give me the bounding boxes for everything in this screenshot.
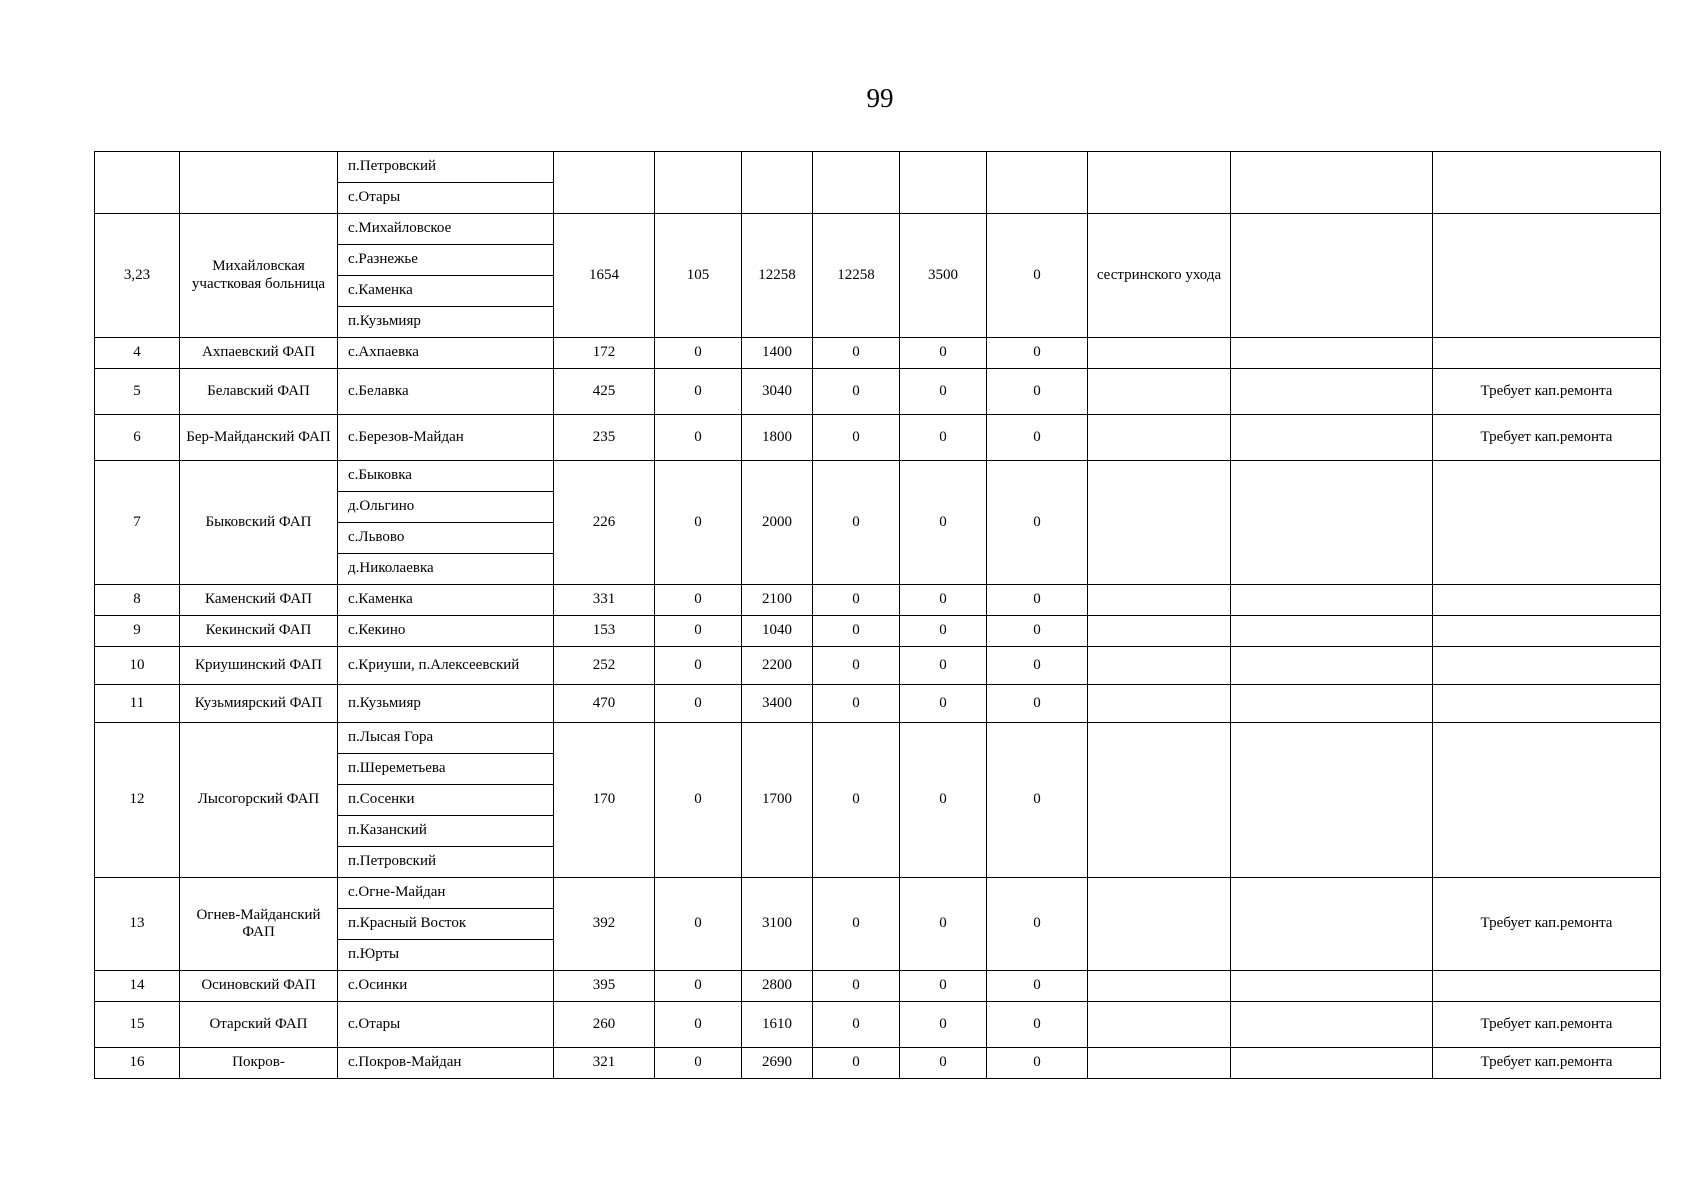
location-cell: д.Ольгино [338, 492, 554, 523]
note-cell [1433, 685, 1661, 723]
value-cell: 2800 [742, 971, 813, 1002]
value-cell: 0 [987, 585, 1088, 616]
value-cell: 260 [554, 1002, 655, 1048]
value-cell: 470 [554, 685, 655, 723]
table-row [95, 461, 1661, 492]
value-cell: 3500 [900, 214, 987, 338]
profile-cell [1088, 616, 1231, 647]
extra-cell [1231, 685, 1433, 723]
note-cell [1433, 338, 1661, 369]
value-cell [554, 152, 655, 214]
note-cell [1433, 647, 1661, 685]
value-cell: 0 [813, 685, 900, 723]
value-cell: 0 [655, 369, 742, 415]
value-cell: 252 [554, 647, 655, 685]
value-cell: 1400 [742, 338, 813, 369]
table-row [95, 214, 1661, 245]
value-cell: 2100 [742, 585, 813, 616]
facility-name: Белавский ФАП [180, 369, 338, 415]
extra-cell [1231, 723, 1433, 878]
value-cell: 1700 [742, 723, 813, 878]
profile-cell [1088, 461, 1231, 585]
facilities-table [94, 151, 1661, 1079]
facility-name [180, 152, 338, 214]
value-cell [813, 152, 900, 214]
location-cell: с.Михайловское [338, 214, 554, 245]
row-number: 11 [95, 685, 180, 723]
value-cell: 0 [900, 338, 987, 369]
value-cell: 0 [813, 461, 900, 585]
value-cell: 105 [655, 214, 742, 338]
extra-cell [1231, 415, 1433, 461]
facility-name: Каменский ФАП [180, 585, 338, 616]
value-cell: 425 [554, 369, 655, 415]
table-row [95, 647, 1661, 685]
value-cell: 0 [813, 647, 900, 685]
profile-cell [1088, 415, 1231, 461]
location-cell: д.Николаевка [338, 554, 554, 585]
row-number: 16 [95, 1048, 180, 1079]
table-row [95, 1048, 1661, 1079]
profile-cell [1088, 1002, 1231, 1048]
value-cell: 0 [655, 1002, 742, 1048]
location-cell: с.Кекино [338, 616, 554, 647]
location-cell: с.Разнежье [338, 245, 554, 276]
value-cell: 392 [554, 878, 655, 971]
value-cell: 3100 [742, 878, 813, 971]
row-number: 15 [95, 1002, 180, 1048]
extra-cell [1231, 1002, 1433, 1048]
value-cell: 226 [554, 461, 655, 585]
table-row [95, 1002, 1661, 1048]
facility-name: Отарский ФАП [180, 1002, 338, 1048]
value-cell: 3400 [742, 685, 813, 723]
note-cell [1433, 971, 1661, 1002]
value-cell: 0 [987, 415, 1088, 461]
location-cell: с.Каменка [338, 585, 554, 616]
location-cell: с.Львово [338, 523, 554, 554]
value-cell: 0 [900, 585, 987, 616]
value-cell: 0 [813, 338, 900, 369]
profile-cell [1088, 1048, 1231, 1079]
page-number: 99 [866, 83, 894, 113]
value-cell: 0 [655, 585, 742, 616]
value-cell: 0 [813, 1002, 900, 1048]
facility-name: Бер-Майданский ФАП [180, 415, 338, 461]
table-row [95, 878, 1661, 909]
profile-cell [1088, 585, 1231, 616]
value-cell: 0 [655, 338, 742, 369]
row-number: 5 [95, 369, 180, 415]
profile-cell [1088, 685, 1231, 723]
extra-cell [1231, 338, 1433, 369]
value-cell: 0 [987, 971, 1088, 1002]
value-cell: 0 [900, 1048, 987, 1079]
value-cell [900, 152, 987, 214]
value-cell: 0 [900, 723, 987, 878]
table-row [95, 616, 1661, 647]
value-cell: 0 [987, 685, 1088, 723]
row-number: 4 [95, 338, 180, 369]
value-cell: 0 [987, 616, 1088, 647]
value-cell: 0 [900, 415, 987, 461]
value-cell: 1800 [742, 415, 813, 461]
note-cell [1433, 461, 1661, 585]
table-row [95, 685, 1661, 723]
value-cell: 0 [813, 585, 900, 616]
value-cell [987, 152, 1088, 214]
note-cell [1433, 585, 1661, 616]
value-cell: 153 [554, 616, 655, 647]
row-number: 6 [95, 415, 180, 461]
row-number: 12 [95, 723, 180, 878]
value-cell: 2000 [742, 461, 813, 585]
value-cell: 0 [655, 878, 742, 971]
facility-name: Быковский ФАП [180, 461, 338, 585]
location-cell: с.Осинки [338, 971, 554, 1002]
note-cell: Требует кап.ремонта [1433, 415, 1661, 461]
location-cell: п.Кузьмияр [338, 307, 554, 338]
location-cell: п.Кузьмияр [338, 685, 554, 723]
value-cell: 395 [554, 971, 655, 1002]
note-cell [1433, 152, 1661, 214]
value-cell: 0 [987, 1048, 1088, 1079]
location-cell: п.Красный Восток [338, 909, 554, 940]
value-cell: 0 [813, 878, 900, 971]
value-cell: 0 [987, 1002, 1088, 1048]
value-cell: 0 [900, 878, 987, 971]
location-cell: с.Ахпаевка [338, 338, 554, 369]
value-cell: 0 [987, 723, 1088, 878]
location-cell: п.Казанский [338, 816, 554, 847]
location-cell: п.Шереметьева [338, 754, 554, 785]
note-cell: Требует кап.ремонта [1433, 878, 1661, 971]
value-cell [655, 152, 742, 214]
location-cell: с.Каменка [338, 276, 554, 307]
value-cell: 0 [987, 338, 1088, 369]
value-cell: 0 [900, 647, 987, 685]
value-cell: 172 [554, 338, 655, 369]
value-cell: 0 [655, 616, 742, 647]
row-number: 14 [95, 971, 180, 1002]
facility-name: Покров- [180, 1048, 338, 1079]
value-cell: 0 [813, 369, 900, 415]
value-cell: 0 [655, 461, 742, 585]
facility-name: Осиновский ФАП [180, 971, 338, 1002]
location-cell: с.Криуши, п.Алексеевский [338, 647, 554, 685]
location-cell: с.Быковка [338, 461, 554, 492]
row-number: 8 [95, 585, 180, 616]
row-number [95, 152, 180, 214]
value-cell: 1040 [742, 616, 813, 647]
profile-cell [1088, 723, 1231, 878]
location-cell: с.Отары [338, 1002, 554, 1048]
note-cell: Требует кап.ремонта [1433, 369, 1661, 415]
value-cell: 0 [655, 415, 742, 461]
note-cell [1433, 214, 1661, 338]
value-cell: 0 [655, 723, 742, 878]
table-row [95, 723, 1661, 754]
extra-cell [1231, 616, 1433, 647]
value-cell: 0 [987, 214, 1088, 338]
profile-cell [1088, 878, 1231, 971]
profile-cell: сестринского ухода [1088, 214, 1231, 338]
value-cell: 0 [900, 461, 987, 585]
value-cell: 1610 [742, 1002, 813, 1048]
value-cell: 0 [900, 616, 987, 647]
value-cell: 0 [813, 971, 900, 1002]
row-number: 7 [95, 461, 180, 585]
value-cell [742, 152, 813, 214]
value-cell: 0 [655, 1048, 742, 1079]
value-cell: 0 [813, 723, 900, 878]
value-cell: 0 [655, 685, 742, 723]
location-cell: п.Сосенки [338, 785, 554, 816]
value-cell: 0 [987, 461, 1088, 585]
extra-cell [1231, 461, 1433, 585]
value-cell: 1654 [554, 214, 655, 338]
row-number: 13 [95, 878, 180, 971]
value-cell: 12258 [813, 214, 900, 338]
table-row [95, 971, 1661, 1002]
value-cell: 321 [554, 1048, 655, 1079]
value-cell: 0 [900, 1002, 987, 1048]
extra-cell [1231, 647, 1433, 685]
table-row [95, 338, 1661, 369]
extra-cell [1231, 152, 1433, 214]
extra-cell [1231, 1048, 1433, 1079]
location-cell: п.Лысая Гора [338, 723, 554, 754]
profile-cell [1088, 338, 1231, 369]
facility-name: Кузьмиярский ФАП [180, 685, 338, 723]
value-cell: 331 [554, 585, 655, 616]
table-row [95, 415, 1661, 461]
note-cell [1433, 723, 1661, 878]
value-cell: 235 [554, 415, 655, 461]
location-cell: п.Петровский [338, 152, 554, 183]
value-cell: 3040 [742, 369, 813, 415]
value-cell: 0 [987, 647, 1088, 685]
extra-cell [1231, 214, 1433, 338]
extra-cell [1231, 971, 1433, 1002]
facility-name: Кекинский ФАП [180, 616, 338, 647]
value-cell: 0 [813, 415, 900, 461]
value-cell: 0 [987, 878, 1088, 971]
value-cell: 0 [655, 647, 742, 685]
facility-name: Криушинский ФАП [180, 647, 338, 685]
value-cell: 2200 [742, 647, 813, 685]
table-row [95, 585, 1661, 616]
facility-name: Ахпаевский ФАП [180, 338, 338, 369]
extra-cell [1231, 369, 1433, 415]
value-cell: 0 [813, 1048, 900, 1079]
facility-name: Лысогорский ФАП [180, 723, 338, 878]
location-cell: с.Березов-Майдан [338, 415, 554, 461]
note-cell: Требует кап.ремонта [1433, 1048, 1661, 1079]
value-cell: 12258 [742, 214, 813, 338]
table-row [95, 369, 1661, 415]
location-cell: с.Огне-Майдан [338, 878, 554, 909]
location-cell: с.Покров-Майдан [338, 1048, 554, 1079]
value-cell: 2690 [742, 1048, 813, 1079]
value-cell: 0 [900, 971, 987, 1002]
value-cell: 0 [900, 369, 987, 415]
extra-cell [1231, 878, 1433, 971]
profile-cell [1088, 369, 1231, 415]
profile-cell [1088, 971, 1231, 1002]
profile-cell [1088, 647, 1231, 685]
row-number: 10 [95, 647, 180, 685]
value-cell: 0 [987, 369, 1088, 415]
extra-cell [1231, 585, 1433, 616]
value-cell: 170 [554, 723, 655, 878]
location-cell: с.Белавка [338, 369, 554, 415]
value-cell: 0 [655, 971, 742, 1002]
value-cell: 0 [900, 685, 987, 723]
facility-name: Михайловская участковая больница [180, 214, 338, 338]
profile-cell [1088, 152, 1231, 214]
location-cell: с.Отары [338, 183, 554, 214]
row-number: 9 [95, 616, 180, 647]
row-number: 3,23 [95, 214, 180, 338]
table-row [95, 152, 1661, 183]
value-cell: 0 [813, 616, 900, 647]
note-cell: Требует кап.ремонта [1433, 1002, 1661, 1048]
location-cell: п.Петровский [338, 847, 554, 878]
facility-name: Огнев-Майданский ФАП [180, 878, 338, 971]
location-cell: п.Юрты [338, 940, 554, 971]
note-cell [1433, 616, 1661, 647]
